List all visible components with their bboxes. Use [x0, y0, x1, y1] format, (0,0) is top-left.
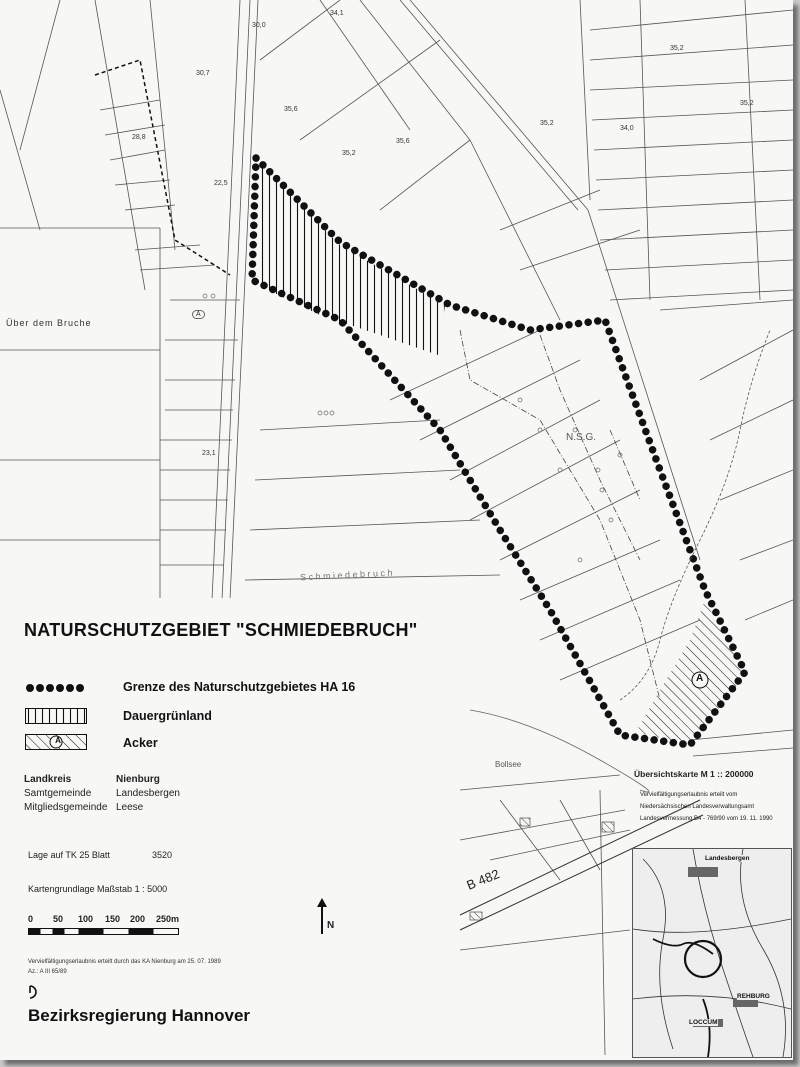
elevation-label: 35,6 — [396, 138, 410, 145]
admin-key: Landkreis — [24, 774, 72, 785]
scalebar-tick: 50 — [53, 914, 64, 924]
admin-value: Landesbergen — [116, 788, 180, 799]
admin-key: Mitgliedsgemeinde — [24, 802, 108, 813]
elevation-label: 34,0 — [620, 125, 634, 132]
legend-label-acker: Acker — [123, 736, 158, 750]
elevation-label: 23,1 — [202, 450, 216, 457]
acker-marker: A — [696, 673, 704, 684]
ditch — [470, 710, 649, 792]
elevation-label: 35,2 — [342, 150, 356, 157]
elevation-label: 35,2 — [740, 100, 754, 107]
acker-area — [636, 600, 745, 745]
authority-logo-icon — [26, 984, 42, 1000]
parcel-boundary — [95, 60, 230, 275]
dauergruenland-area — [256, 160, 445, 355]
scalebar-tick: 250m — [156, 914, 180, 924]
overview-permit-line: Landesvermessung B4 - 769/90 vom 19. 11. 1990 — [640, 816, 773, 822]
pond-label: Bollsee — [495, 760, 522, 769]
scalebar-tick: 100 — [78, 914, 94, 924]
road-label: B 482 — [464, 866, 502, 893]
overview-permit-line: Niedersächsischen Landesverwaltungsamt — [640, 804, 755, 810]
overview-place: Landesbergen — [705, 855, 750, 862]
elevation-label: 35,2 — [670, 45, 684, 52]
elevation-label: 30,7 — [196, 70, 210, 77]
legend-label-dauergruenland: Dauergrünland — [123, 709, 212, 723]
tk25-value: 3520 — [152, 850, 173, 860]
field-label-west: Über dem Bruche — [6, 318, 92, 328]
authority-name: Bezirksregierung Hannover — [28, 1006, 251, 1025]
scalebar — [28, 928, 194, 936]
legend-label-boundary: Grenze des Naturschutzgebietes HA 16 — [123, 680, 356, 694]
tk25-label: Lage auf TK 25 Blatt — [28, 850, 110, 860]
overview-place: REHBURG — [737, 993, 770, 1000]
elevation-label: 35,6 — [284, 106, 298, 113]
overview-place: LOCCUM — [689, 1019, 718, 1026]
admin-value: Leese — [116, 802, 144, 813]
admin-key: Samtgemeinde — [24, 788, 92, 799]
elevation-label: 28,8 — [132, 134, 146, 141]
elevation-label: 35,2 — [540, 120, 554, 127]
nsg-label: N.S.G. — [566, 432, 597, 443]
permit-text: Vervielfältigungserlaubnis erteilt durch das KA Nienburg am 25. 07. 1989 — [28, 959, 221, 965]
admin-value: Nienburg — [116, 774, 160, 785]
scalebar-tick: 200 — [130, 914, 146, 924]
overview-map — [632, 848, 792, 1058]
field-label-south: S c h m i e d e b r u c h — [299, 567, 393, 583]
legend-symbol-dauergruenland — [25, 708, 87, 724]
overview-permit-line: Vervielfältigungserlaubnis erteilt vom — [640, 792, 738, 798]
elevation-label: 30,0 — [252, 22, 266, 29]
permit-reference: Az.: A III 65/89 — [28, 969, 67, 975]
base-map-scale: Kartengrundlage Maßstab 1 : 5000 — [28, 884, 168, 894]
legend-symbol-boundary — [25, 682, 85, 694]
elevation-label: 34,1 — [330, 10, 344, 17]
north-label: N — [327, 920, 335, 931]
scalebar-tick: 0 — [28, 914, 34, 924]
overview-title: Übersichtskarte M 1 :: 200000 — [634, 769, 754, 779]
legend-acker-marker: A — [55, 736, 61, 745]
map-title: NATURSCHUTZGEBIET "SCHMIEDEBRUCH" — [24, 620, 418, 640]
elevation-label: 22,5 — [214, 180, 228, 187]
legend-panel — [8, 598, 456, 1058]
scalebar-tick: 150 — [105, 914, 121, 924]
parcel-marker: A — [192, 310, 205, 319]
